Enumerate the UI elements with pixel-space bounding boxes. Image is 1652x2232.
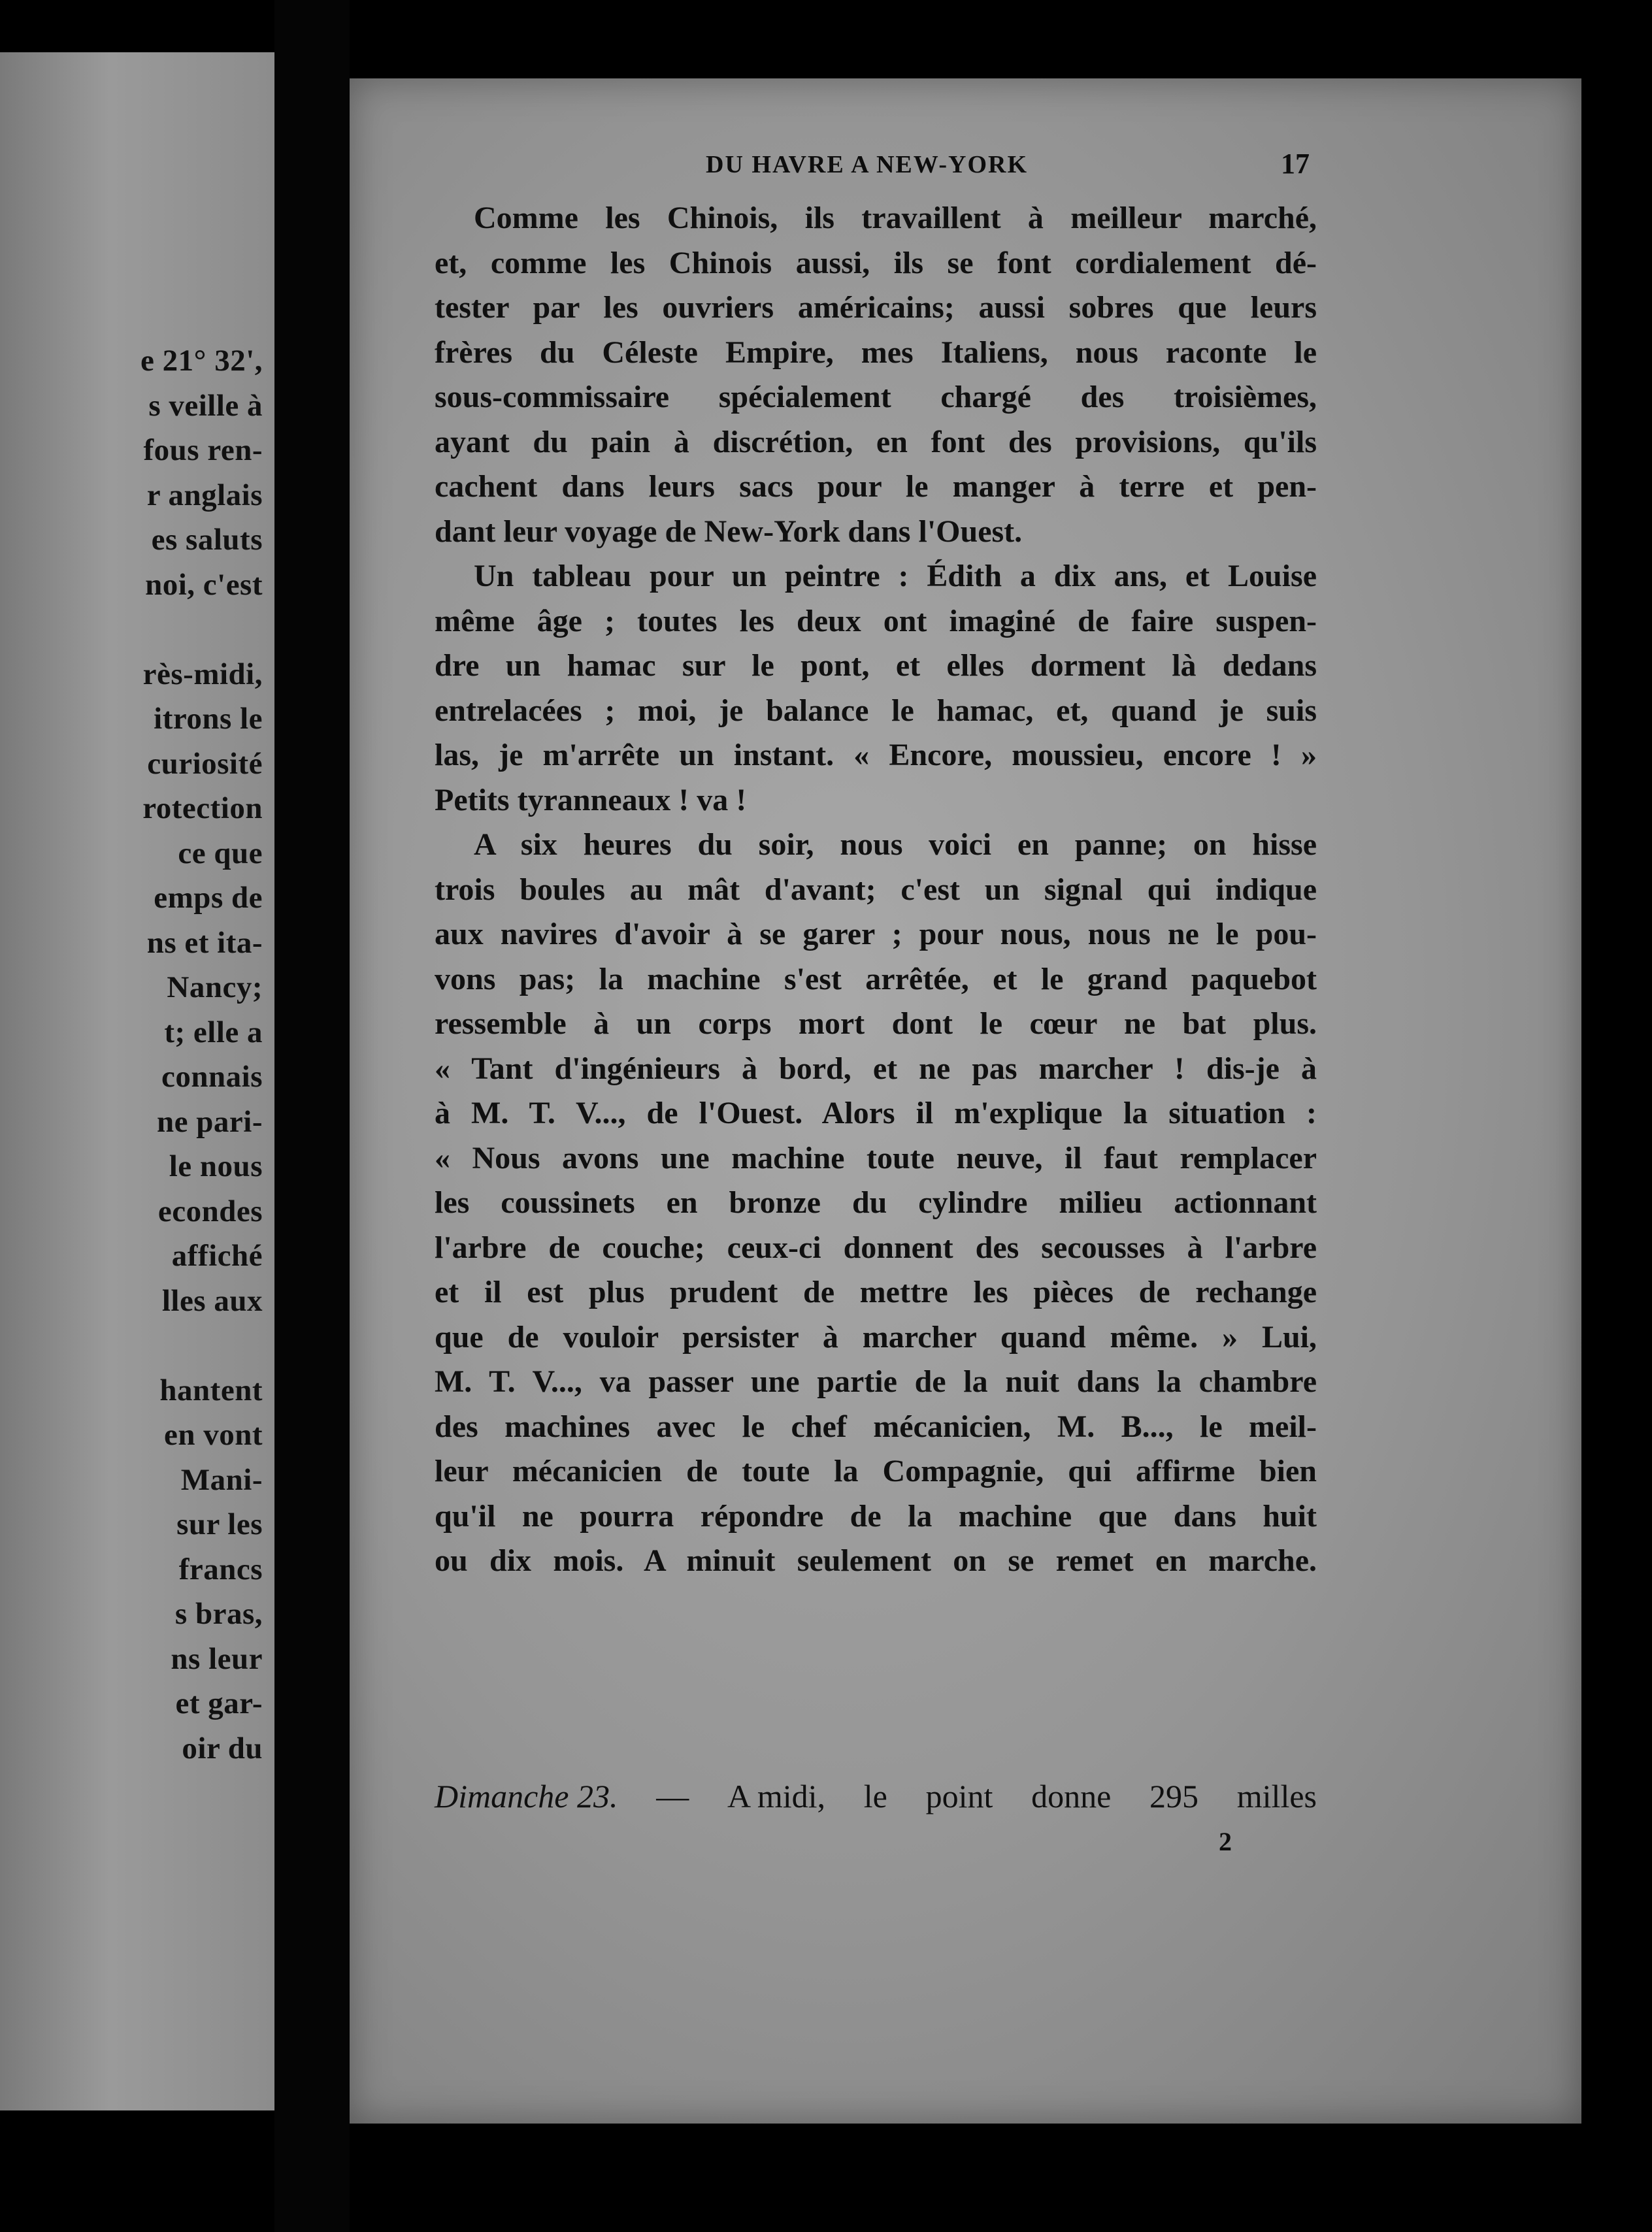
left-page-line: oir du (182, 1731, 263, 1765)
left-page-fragment (0, 52, 274, 2110)
left-page-line: t; elle a (164, 1015, 263, 1049)
left-page-line: ne pari- (157, 1104, 263, 1139)
text-line: Un tableau pour un peintre : Édith a dix ans, et Louise (474, 559, 1317, 593)
em-dash: — (656, 1778, 689, 1814)
left-page-line: le nous (169, 1149, 263, 1183)
left-page-line: francs (178, 1552, 263, 1586)
text-line: ou dix mois. A minuit seulement on se remet en marche. (435, 1543, 1317, 1578)
text-line: à M. T. V..., de l'Ouest. Alors il m'explique la situation : (435, 1096, 1317, 1130)
text-line: aux navires d'avoir à se garer ; pour nous, nous ne le pou- (435, 917, 1317, 951)
text-line: cachent dans leurs sacs pour le manger à terre et pen- (435, 469, 1317, 504)
left-page-line: ns et ita- (146, 925, 263, 960)
text-line: leur mécanicien de toute la Compagnie, qui affirme bien (435, 1454, 1317, 1488)
footer-word: point (925, 1778, 993, 1814)
text-line: qu'il ne pourra répondre de la machine que dans huit (435, 1498, 1317, 1534)
date-label: Dimanche 23. (435, 1778, 618, 1814)
text-line: « Tant d'ingénieurs à bord, et ne pas marcher ! dis-je à (435, 1051, 1317, 1086)
text-line: dant leur voyage de New-York dans l'Ouest. (435, 514, 1023, 549)
footer-word: donne (1031, 1778, 1112, 1814)
text-line: « Nous avons une machine toute neuve, il faut remplacer (435, 1140, 1317, 1175)
footer-word: A midi, (727, 1778, 825, 1814)
left-page-line: en vont (163, 1418, 263, 1452)
text-line: dre un hamac sur le pont, et elles dorment là dedans (435, 648, 1317, 683)
footer-line (435, 1777, 1317, 1815)
left-page-line: econdes (157, 1194, 263, 1228)
left-page-line: e 21° 32', (140, 344, 263, 378)
text-line: des machines avec le chef mécanicien, M. B..., le meil- (435, 1409, 1317, 1444)
text-line: que de vouloir persister à marcher quand même. » Lui, (435, 1319, 1317, 1354)
footer-word: le (863, 1778, 887, 1814)
footer-word: milles (1236, 1778, 1317, 1814)
left-page-line: Nancy; (167, 970, 263, 1004)
text-line: tester par les ouvriers américains; aussi sobres que leurs (435, 290, 1317, 325)
text-line: l'arbre de couche; ceux-ci donnent des secousses à l'arbre (435, 1230, 1317, 1265)
left-page-line: es saluts (151, 523, 263, 557)
text-line: vons pas; la machine s'est arrêtée, et le grand paquebot (435, 961, 1317, 996)
text-line: trois boules au mât d'avant; c'est un signal qui indique (435, 872, 1317, 907)
text-line: ayant du pain à discrétion, en font des provisions, qu'ils (435, 424, 1317, 459)
text-line: entrelacées ; moi, je balance le hamac, et, quand je suis (435, 693, 1317, 728)
left-page-line: hantent (159, 1373, 263, 1407)
text-line: ressemble à un corps mort dont le cœur ne bat plus. (435, 1006, 1317, 1041)
text-line: las, je m'arrête un instant. « Encore, moussieu, encore ! » (435, 738, 1317, 772)
left-page-line: et gar- (175, 1686, 263, 1720)
running-header: DU HAVRE A NEW-YORK (706, 151, 1028, 178)
text-line: les coussinets en bronze du cylindre milieu actionnant (435, 1185, 1317, 1220)
left-page-line: rès-midi, (142, 657, 263, 691)
left-page-line: curiosité (147, 746, 263, 781)
text-line: A six heures du soir, nous voici en panne; on hisse (474, 827, 1317, 862)
left-page-line: sur les (176, 1507, 263, 1541)
left-page-line: noi, c'est (145, 567, 263, 602)
left-page-line: s bras, (174, 1597, 263, 1631)
left-page-line: affiché (171, 1239, 263, 1273)
signature-mark: 2 (1219, 1827, 1232, 1856)
text-line: Comme les Chinois, ils travaillent à meilleur marché, (474, 201, 1317, 235)
text-line: et, comme les Chinois aussi, ils se font cordialement dé- (435, 245, 1317, 280)
footer-word: 295 (1149, 1778, 1199, 1814)
book-spine-gutter (274, 0, 350, 2232)
left-page-line: emps de (154, 881, 263, 915)
left-page-line: ns leur (171, 1641, 263, 1676)
body-text (435, 196, 1317, 1584)
text-line: sous-commissaire spécialement chargé des troisièmes, (435, 380, 1317, 414)
text-line: frères du Céleste Empire, mes Italiens, nous raconte le (435, 335, 1317, 370)
page-number: 17 (1281, 148, 1310, 180)
left-page-line: ce que (178, 836, 263, 870)
text-line: M. T. V..., va passer une partie de la nuit dans la chambre (435, 1364, 1317, 1399)
left-page-line: itrons le (154, 702, 263, 736)
left-page-line: Mani- (180, 1462, 263, 1497)
text-line: même âge ; toutes les deux ont imaginé de faire suspen- (435, 603, 1317, 638)
text-line: Petits tyranneaux ! va ! (435, 782, 747, 817)
text-line: et il est plus prudent de mettre les pièces de rechange (435, 1275, 1317, 1309)
left-page-line: lles aux (161, 1283, 263, 1318)
left-page-line: rotection (142, 791, 263, 825)
left-page-line: fous ren- (143, 433, 263, 467)
left-page-line: connais (161, 1060, 263, 1094)
left-page-line: s veille à (148, 388, 263, 423)
left-page-line: r anglais (146, 478, 263, 512)
